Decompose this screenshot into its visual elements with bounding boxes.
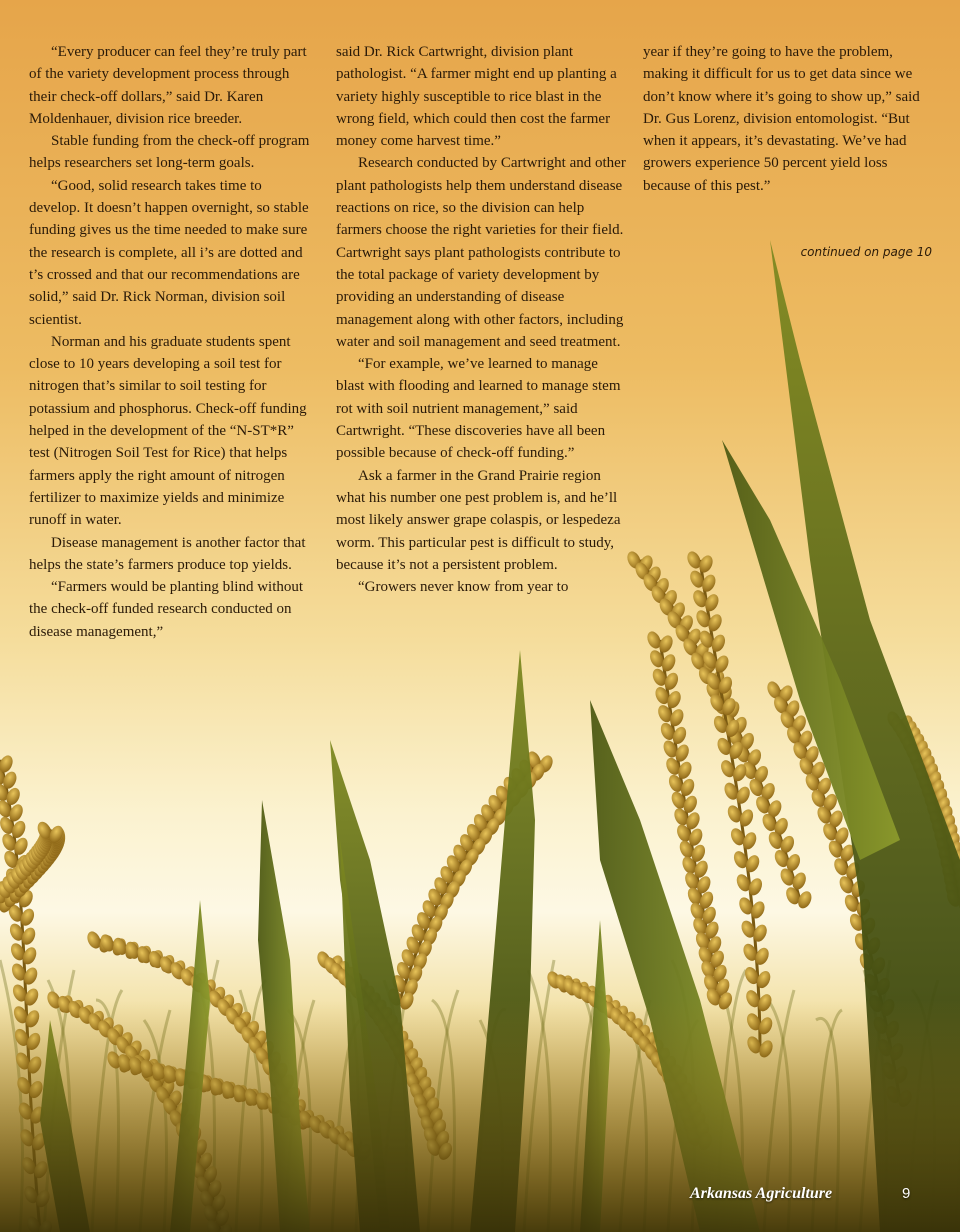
- article-paragraph: “Good, solid research takes time to develop. It doesn’t happen overnight, so stable funding gives us the time needed to make sure the research is complete, all i’s are dotted and t’s crossed and that our recommendations are solid,” said Dr. Rick Norman, division soil scientist.: [29, 177, 309, 328]
- article-paragraph: Disease management is another factor that helps the state’s farmers produce top yields.: [29, 534, 306, 573]
- article-paragraph: “Growers never know from year to: [358, 579, 569, 596]
- article-paragraph: “Every producer can feel they’re truly part of the variety development process through their check-off dollars,” said Dr. Karen Moldenhauer, division rice breeder.: [29, 44, 307, 127]
- article-paragraph: Ask a farmer in the Grand Prairie region what his number one pest problem is, and he’ll most likely answer grape colaspis, or lespedeza worm. This particular pest is difficult to study, because it’s not a persistent problem.: [336, 467, 621, 573]
- article-paragraph: year if they’re going to have the problem, making it difficult for us to get data since we don’t know where it’s going to show up,” said Dr. Gus Lorenz, division entomologist. “But when it appears, it’s devastating. We’ve had growers experience 50 percent yield loss because of this pest.”: [643, 44, 920, 194]
- article-paragraph: said Dr. Rick Cartwright, division plant pathologist. “A farmer might end up planting a variety highly susceptible to rice blast in the wrong field, which could then cost the farmer money come harvest time.”: [336, 44, 617, 150]
- text-column-3: [643, 41, 935, 197]
- page-number: 9: [902, 1185, 911, 1202]
- article-paragraph: “For example, we’ve learned to manage blast with flooding and learned to manage stem rot with soil nutrient management,” said Cartwright. “These discoveries have all been possible because of check-off funding.”: [336, 356, 621, 462]
- publication-title: Arkansas Agriculture: [690, 1185, 833, 1202]
- article-paragraph: Research conducted by Cartwright and other plant pathologists help them understand disease reactions on rice, so the division can help farmers choose the right varieties for their field. Cartwright says plant pathologists contribute to the total package of variety development by providing an understanding of disease management along with other factors, including water and soil management and seed treatment.: [336, 155, 626, 350]
- article-paragraph: Stable funding from the check-off program helps researchers set long-term goals.: [29, 133, 310, 172]
- continued-note: continued on page 10: [800, 245, 932, 259]
- text-column-2: [336, 41, 628, 598]
- article-paragraph: “Farmers would be planting blind without the check-off funded research conducted on disease management,”: [29, 579, 304, 640]
- text-column-1: [29, 41, 314, 643]
- article-paragraph: Norman and his graduate students spent close to 10 years developing a soil test for nitrogen that’s similar to soil testing for potassium and phosphorus. Check-off funding helped in the development of the “N-ST*R” test (Nitrogen Soil Test for Rice) that helps farmers apply the right amount of nitrogen fertilizer to maximize yields and minimize runoff in water.: [29, 333, 307, 529]
